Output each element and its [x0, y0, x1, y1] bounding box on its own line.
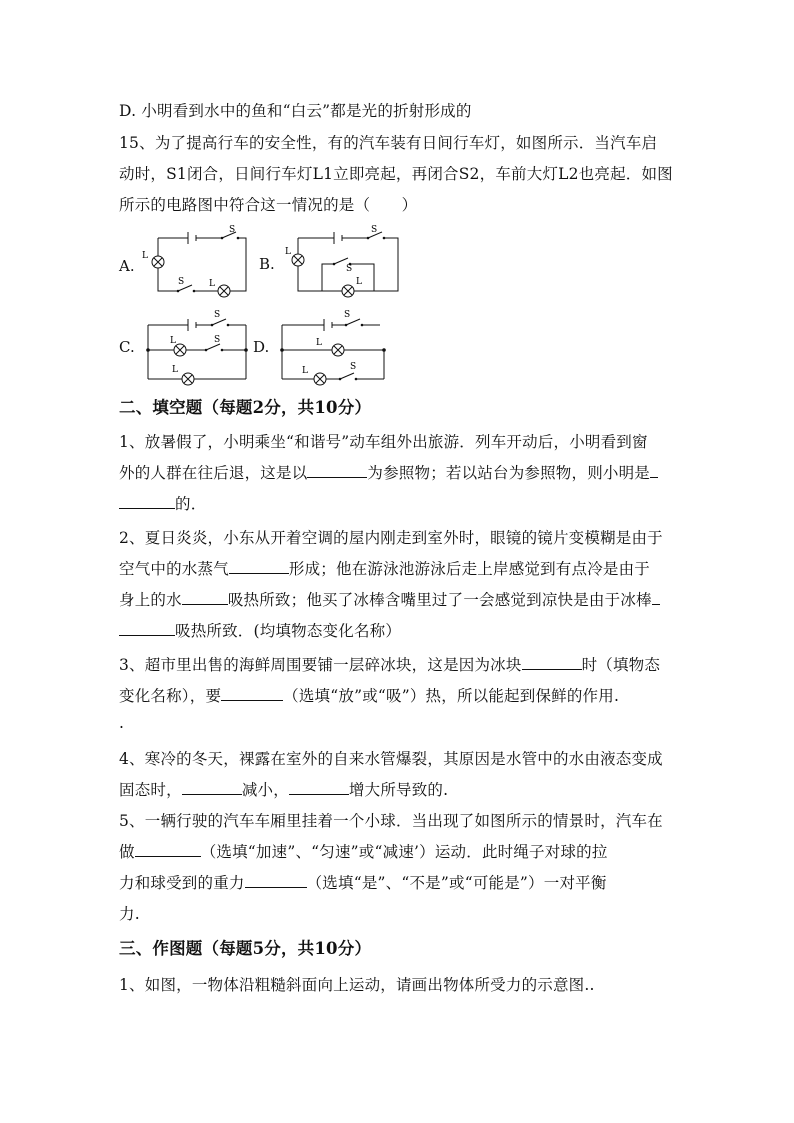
blank-motion-state[interactable]	[119, 494, 175, 509]
q15-stem-line1: 15、为了提高行车的安全性，有的汽车装有日间行车灯，如图所示．当汽车启	[119, 134, 658, 152]
b-s2-label: S	[346, 264, 353, 274]
blank-car-motion[interactable]	[135, 842, 201, 857]
s2-q1-text-a: 外的人群在往后退，这是以	[119, 464, 308, 482]
blank-increased-quantity[interactable]	[289, 780, 349, 795]
c-s1-label: S	[214, 310, 221, 320]
blank-motion-state-start[interactable]	[650, 463, 658, 478]
s2-q2-line4	[119, 621, 401, 641]
s2-q4-text-b: 减小，	[241, 781, 289, 799]
c-l2-label: L	[172, 365, 178, 375]
b-l2-label: L	[285, 247, 291, 257]
a-s2-label: S	[178, 277, 185, 287]
s2-q3-text-d: （选填“放”或“吸”）热，所以能起到保鲜的作用.	[283, 687, 620, 705]
circuit-a	[140, 224, 250, 300]
d-s2-label: S	[350, 362, 357, 372]
s2-q5-text-b: （选填“加速”、“匀速”或“减速’）运动．此时绳子对球的拉	[200, 843, 608, 861]
s2-q2-text-a: 空气中的水蒸气	[119, 560, 229, 578]
b-s1-label: S	[371, 225, 378, 235]
s2-q5-text-d: （选填“是”、“不是”或“可能是”）一对平衡	[306, 874, 607, 892]
section3-heading: 三、作图题（每题5分，共10分）	[119, 939, 372, 958]
option-c-label: C.	[119, 338, 135, 356]
s2-q1-line1: 1、放暑假了，小明乘坐“和谐号”动车组外出旅游．列车开动后，小明看到窗	[119, 433, 648, 451]
section2-heading: 二、填空题（每题2分，共10分）	[119, 398, 372, 417]
d-l1-label: L	[316, 338, 322, 348]
a-l2-label: L	[209, 279, 215, 289]
s2-q2-line2	[119, 559, 650, 579]
circuit-d	[274, 305, 390, 387]
s2-q5-line4: 力.	[119, 905, 140, 923]
s2-q1-line3	[119, 494, 206, 514]
s2-q4-text-a: 固态时，	[119, 781, 182, 799]
option-a-label: A.	[119, 257, 135, 275]
blank-ice-change[interactable]	[522, 655, 582, 670]
s2-q4-line2	[119, 780, 448, 800]
s2-q5-text-a: 做	[119, 843, 135, 861]
s2-q3-line2	[119, 686, 619, 706]
s2-q2-line3	[119, 590, 660, 610]
circuit-c	[140, 305, 252, 387]
option-d-label: D.	[253, 338, 270, 356]
s2-q5-line3	[119, 873, 607, 893]
s2-q5-text-c: 力和球受到的重力	[119, 874, 245, 892]
blank-balance-relation[interactable]	[245, 873, 307, 888]
blank-vapor-change[interactable]	[229, 559, 289, 574]
a-s1-label: S	[229, 225, 236, 235]
s2-q1-text-c: 的．	[175, 495, 207, 513]
s2-q1-line2	[119, 463, 658, 483]
a-l1-label: L	[142, 251, 148, 261]
blank-reference-object[interactable]	[307, 463, 367, 478]
s2-q5-line1: 5、一辆行驶的汽车车厢里挂着一个小球．当出现了如图所示的情景时，汽车在	[119, 812, 663, 830]
d-l2-label: L	[302, 366, 308, 376]
blank-decreased-quantity[interactable]	[182, 780, 242, 795]
blank-popsicle-change[interactable]	[119, 621, 175, 636]
s2-q3-line1	[119, 655, 660, 675]
s3-q1-line1: 1、如图，一物体沿粗糙斜面向上运动，请画出物体所受力的示意图..	[119, 976, 595, 994]
s2-q1-text-b: 为参照物；若以站台为参照物，则小明是	[367, 464, 651, 482]
q15-stem-line2: 动时，S1闭合，日间行车灯L1立即亮起，再闭合S2，车前大灯L2也亮起．如图	[119, 165, 673, 183]
c-l1-label: L	[170, 336, 176, 346]
q15-stem-line3: 所示的电路图中符合这一情况的是（ ）	[119, 196, 418, 214]
s2-q2-text-b: 形成；他在游泳池游泳后走上岸感觉到有点冷是由于	[288, 560, 651, 578]
b-l1-label: L	[356, 277, 362, 287]
q14-option-d: D. 小明看到水中的鱼和“白云”都是光的折射形成的	[119, 102, 472, 120]
s2-q3-line3: .	[119, 714, 125, 732]
option-b-label: B.	[259, 255, 275, 273]
s2-q2-text-c: 身上的水	[119, 591, 182, 609]
s2-q3-text-b: 时（填物态	[581, 656, 661, 674]
s2-q3-text-a: 3、超市里出售的海鲜周围要铺一层碎冰块，这是因为冰块	[119, 656, 522, 674]
s2-q3-text-c: 变化名称），要	[119, 687, 222, 705]
s2-q5-line2	[119, 842, 608, 862]
s2-q2-text-d: 吸热所致；他买了冰棒含嘴里过了一会感觉到凉快是由于冰棒	[227, 591, 652, 609]
s2-q2-text-e: 吸热所致．(均填物态变化名称）	[175, 622, 402, 640]
s2-q4-line1: 4、寒冷的冬天，裸露在室外的自来水管爆裂，其原因是水管中的水由液态变成	[119, 750, 663, 768]
s2-q4-text-c: 增大所导致的.	[348, 781, 449, 799]
blank-water-change[interactable]	[182, 590, 228, 605]
blank-heat-direction[interactable]	[221, 686, 283, 701]
c-s2-label: S	[214, 335, 221, 345]
s2-q2-line1: 2、夏日炎炎，小东从开着空调的屋内刚走到室外时，眼镜的镜片变模糊是由于	[119, 529, 663, 547]
d-s1-label: S	[344, 310, 351, 320]
circuit-b	[282, 224, 402, 300]
blank-popsicle-start[interactable]	[652, 590, 660, 605]
